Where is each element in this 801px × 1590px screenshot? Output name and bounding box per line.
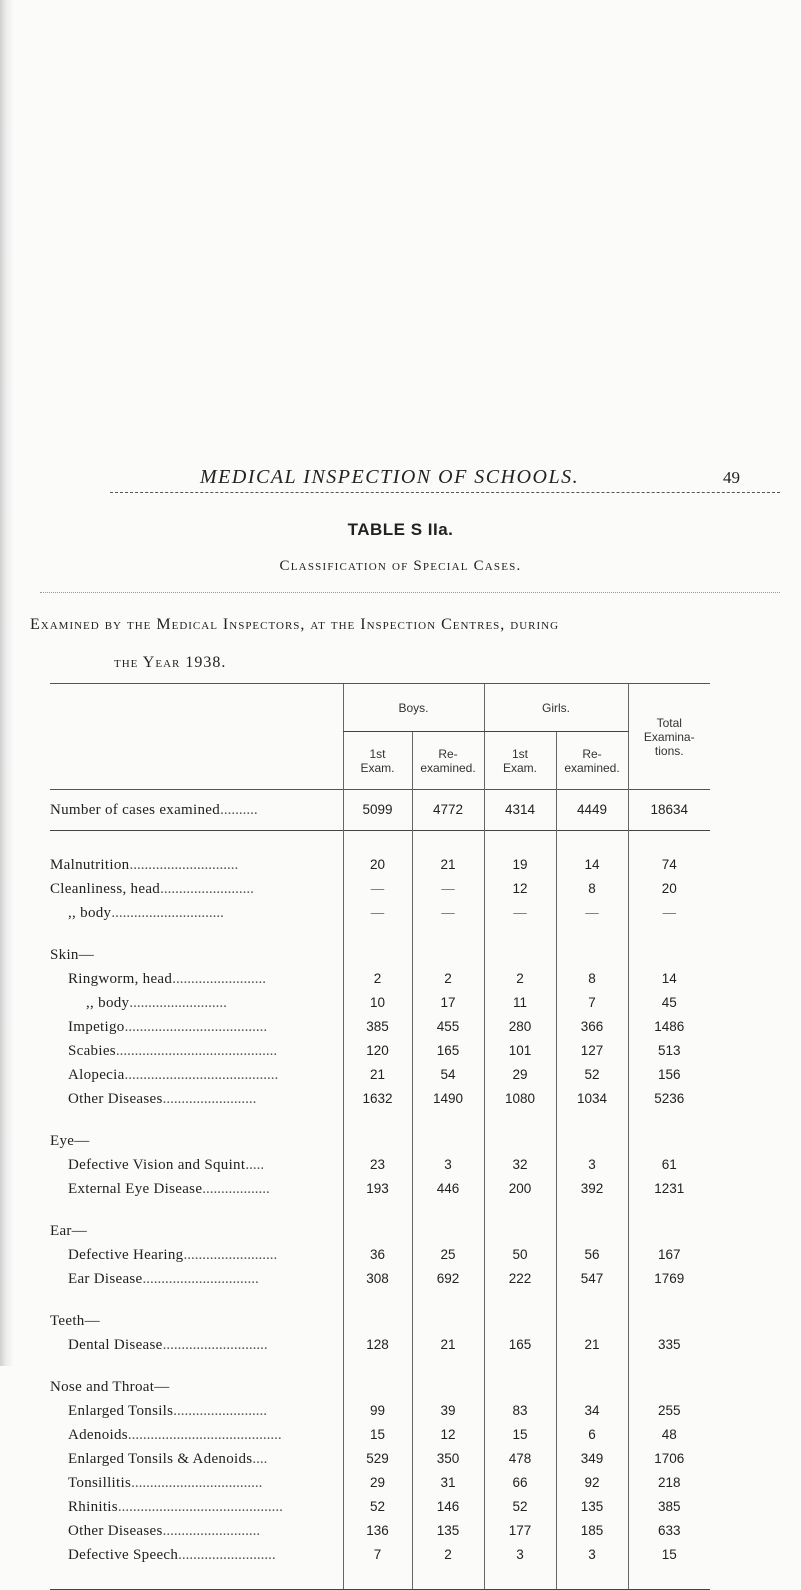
cell: 128 bbox=[343, 1333, 412, 1357]
cell: — bbox=[484, 901, 556, 925]
summary-girls-first: 4314 bbox=[484, 790, 556, 831]
table-title: TABLE S IIa. bbox=[347, 520, 454, 539]
row-label: Enlarged Tonsils & Adenoids bbox=[68, 1451, 253, 1467]
ear-heading: Ear— bbox=[50, 1223, 88, 1239]
cell: 2 bbox=[412, 967, 484, 991]
cell: 34 bbox=[556, 1399, 628, 1423]
cell: 3 bbox=[556, 1543, 628, 1567]
cell: 61 bbox=[628, 1153, 710, 1177]
cell: 20 bbox=[628, 877, 710, 901]
cell: 308 bbox=[343, 1267, 412, 1291]
cell: 167 bbox=[628, 1243, 710, 1267]
cell: 349 bbox=[556, 1447, 628, 1471]
cell: 446 bbox=[412, 1177, 484, 1201]
table-row: Defective Vision and Squint..... 23 3 32 3 61 bbox=[50, 1153, 710, 1177]
row-label: Defective Speech bbox=[68, 1547, 179, 1563]
row-label: Malnutrition bbox=[50, 857, 130, 873]
cell: 25 bbox=[412, 1243, 484, 1267]
cell: — bbox=[628, 901, 710, 925]
cell: 1490 bbox=[412, 1087, 484, 1111]
cell: 385 bbox=[628, 1495, 710, 1519]
cell: 99 bbox=[343, 1399, 412, 1423]
description-line-1: Examined by the Medical Inspectors, at the Inspection Centres, during bbox=[30, 616, 560, 633]
cell: 15 bbox=[628, 1543, 710, 1567]
boys-header: Boys. bbox=[343, 684, 484, 732]
classification-table-wrapper bbox=[50, 683, 710, 1590]
cell: 1769 bbox=[628, 1267, 710, 1291]
cell: 6 bbox=[556, 1423, 628, 1447]
cell: 52 bbox=[484, 1495, 556, 1519]
cell: 20 bbox=[343, 853, 412, 877]
cell: 280 bbox=[484, 1015, 556, 1039]
label-header-blank-2 bbox=[50, 732, 343, 790]
girls-re-examined-header: Re- examined. bbox=[556, 732, 628, 790]
header-rule bbox=[110, 492, 780, 493]
table-bottom-rule bbox=[50, 1567, 710, 1590]
table-row: External Eye Disease.................. 193 446 200 392 1231 bbox=[50, 1177, 710, 1201]
cell: 14 bbox=[628, 967, 710, 991]
section-heading-ear bbox=[50, 1219, 710, 1243]
cell: — bbox=[343, 901, 412, 925]
cell: 21 bbox=[412, 853, 484, 877]
cell: 135 bbox=[412, 1519, 484, 1543]
cell: 54 bbox=[412, 1063, 484, 1087]
cell: 3 bbox=[556, 1153, 628, 1177]
cell: 12 bbox=[412, 1423, 484, 1447]
row-label: External Eye Disease bbox=[68, 1181, 203, 1197]
cell: 2 bbox=[343, 967, 412, 991]
label-header-blank bbox=[50, 684, 343, 732]
cell: — bbox=[412, 877, 484, 901]
cell: 692 bbox=[412, 1267, 484, 1291]
cell: 529 bbox=[343, 1447, 412, 1471]
section-heading-skin bbox=[50, 943, 710, 967]
summary-girls-re: 4449 bbox=[556, 790, 628, 831]
cell: 5236 bbox=[628, 1087, 710, 1111]
table-row: Rhinitis............................................ 52 146 52 135 385 bbox=[50, 1495, 710, 1519]
table-row: Scabies........................................... 120 165 101 127 513 bbox=[50, 1039, 710, 1063]
table-row: Impetigo...................................... 385 455 280 366 1486 bbox=[50, 1015, 710, 1039]
cell: 10 bbox=[343, 991, 412, 1015]
table-row: Enlarged Tonsils......................... 99 39 83 34 255 bbox=[50, 1399, 710, 1423]
cell: 29 bbox=[484, 1063, 556, 1087]
table-row: Dental Disease............................ 128 21 165 21 335 bbox=[50, 1333, 710, 1357]
total-header: Total Examina- tions. bbox=[628, 684, 710, 790]
row-label: Other Diseases bbox=[68, 1091, 163, 1107]
table-subtitle: Classification of Special Cases. bbox=[279, 558, 522, 574]
description-rule bbox=[40, 592, 780, 593]
cell: 193 bbox=[343, 1177, 412, 1201]
cell: 92 bbox=[556, 1471, 628, 1495]
row-label: Scabies bbox=[68, 1043, 116, 1059]
table-row: Defective Hearing......................... 36 25 50 56 167 bbox=[50, 1243, 710, 1267]
cell: 135 bbox=[556, 1495, 628, 1519]
cell: 455 bbox=[412, 1015, 484, 1039]
cell: 1632 bbox=[343, 1087, 412, 1111]
cell: 3 bbox=[412, 1153, 484, 1177]
summary-boys-re: 4772 bbox=[412, 790, 484, 831]
cell: 21 bbox=[412, 1333, 484, 1357]
cell: 335 bbox=[628, 1333, 710, 1357]
classification-table bbox=[50, 683, 710, 1590]
row-label: Tonsillitis bbox=[68, 1475, 132, 1491]
page-binding-edge bbox=[0, 0, 14, 1366]
row-label: Dental Disease bbox=[68, 1337, 163, 1353]
cell: 392 bbox=[556, 1177, 628, 1201]
cell: 1080 bbox=[484, 1087, 556, 1111]
boys-re-examined-header: Re- examined. bbox=[412, 732, 484, 790]
row-label: Adenoids bbox=[68, 1427, 128, 1443]
cell: 366 bbox=[556, 1015, 628, 1039]
cell: 48 bbox=[628, 1423, 710, 1447]
row-label: Ringworm, head bbox=[68, 971, 173, 987]
section-heading-teeth bbox=[50, 1309, 710, 1333]
cell: 83 bbox=[484, 1399, 556, 1423]
girls-first-exam-header: 1st Exam. bbox=[484, 732, 556, 790]
row-label: Alopecia bbox=[68, 1067, 125, 1083]
eye-heading: Eye— bbox=[50, 1133, 90, 1149]
cell: 32 bbox=[484, 1153, 556, 1177]
teeth-heading: Teeth— bbox=[50, 1313, 100, 1329]
cell: 45 bbox=[628, 991, 710, 1015]
row-label: Defective Vision and Squint bbox=[68, 1157, 246, 1173]
row-label: Ear Disease bbox=[68, 1271, 143, 1287]
cell: 7 bbox=[556, 991, 628, 1015]
cell: 15 bbox=[484, 1423, 556, 1447]
cell: 127 bbox=[556, 1039, 628, 1063]
cell: 222 bbox=[484, 1267, 556, 1291]
table-row: ,, body.......................... 10 17 11 7 45 bbox=[50, 991, 710, 1015]
cell: 255 bbox=[628, 1399, 710, 1423]
cell: 52 bbox=[556, 1063, 628, 1087]
row-label: ,, body bbox=[86, 995, 130, 1011]
cell: 136 bbox=[343, 1519, 412, 1543]
cell: 8 bbox=[556, 877, 628, 901]
row-label: Enlarged Tonsils bbox=[68, 1403, 174, 1419]
cell: 2 bbox=[484, 967, 556, 991]
cell: 1706 bbox=[628, 1447, 710, 1471]
cell: 50 bbox=[484, 1243, 556, 1267]
cell: 74 bbox=[628, 853, 710, 877]
table-row: Cleanliness, head......................... — — 12 8 20 bbox=[50, 877, 710, 901]
row-label: Defective Hearing bbox=[68, 1247, 184, 1263]
cell: 21 bbox=[343, 1063, 412, 1087]
cell: 547 bbox=[556, 1267, 628, 1291]
row-label: Other Diseases bbox=[68, 1523, 163, 1539]
table-row: Malnutrition............................. 20 21 19 14 74 bbox=[50, 853, 710, 877]
cell: 3 bbox=[484, 1543, 556, 1567]
row-label: ,, body bbox=[68, 905, 112, 921]
cell: — bbox=[412, 901, 484, 925]
running-header bbox=[40, 466, 780, 494]
section-heading-nose-throat bbox=[50, 1375, 710, 1399]
cell: 101 bbox=[484, 1039, 556, 1063]
cell: 56 bbox=[556, 1243, 628, 1267]
cell: 633 bbox=[628, 1519, 710, 1543]
cell: 513 bbox=[628, 1039, 710, 1063]
cell: 19 bbox=[484, 853, 556, 877]
cell: — bbox=[556, 901, 628, 925]
table-row: Adenoids......................................... 15 12 15 6 48 bbox=[50, 1423, 710, 1447]
summary-total: 18634 bbox=[628, 790, 710, 831]
nose-throat-heading: Nose and Throat— bbox=[50, 1379, 170, 1395]
cell: 31 bbox=[412, 1471, 484, 1495]
section-heading-eye bbox=[50, 1129, 710, 1153]
cell: 21 bbox=[556, 1333, 628, 1357]
page-number: 49 bbox=[723, 468, 740, 487]
cell: 385 bbox=[343, 1015, 412, 1039]
cell: 7 bbox=[343, 1543, 412, 1567]
cell: 218 bbox=[628, 1471, 710, 1495]
cell: 165 bbox=[412, 1039, 484, 1063]
cell: 185 bbox=[556, 1519, 628, 1543]
table-row: Tonsillitis................................... 29 31 66 92 218 bbox=[50, 1471, 710, 1495]
table-row: ,, body.............................. — — — — — bbox=[50, 901, 710, 925]
cell: 2 bbox=[412, 1543, 484, 1567]
cell: 17 bbox=[412, 991, 484, 1015]
cell: 14 bbox=[556, 853, 628, 877]
cell: 8 bbox=[556, 967, 628, 991]
cell: 11 bbox=[484, 991, 556, 1015]
table-row: Other Diseases.......................... 136 135 177 185 633 bbox=[50, 1519, 710, 1543]
cell: 350 bbox=[412, 1447, 484, 1471]
table-row: Defective Speech.......................... 7 2 3 3 15 bbox=[50, 1543, 710, 1567]
cell: 29 bbox=[343, 1471, 412, 1495]
table-row: Ringworm, head......................... 2 2 2 8 14 bbox=[50, 967, 710, 991]
row-label: Rhinitis bbox=[68, 1499, 118, 1515]
cell: 165 bbox=[484, 1333, 556, 1357]
cell: 15 bbox=[343, 1423, 412, 1447]
cell: 177 bbox=[484, 1519, 556, 1543]
cell: 66 bbox=[484, 1471, 556, 1495]
table-row: Ear Disease............................... 308 692 222 547 1769 bbox=[50, 1267, 710, 1291]
row-label: Cleanliness, head bbox=[50, 881, 161, 897]
cell: 1486 bbox=[628, 1015, 710, 1039]
skin-heading: Skin— bbox=[50, 947, 95, 963]
cell: 146 bbox=[412, 1495, 484, 1519]
boys-first-exam-header: 1st Exam. bbox=[343, 732, 412, 790]
cell: 1231 bbox=[628, 1177, 710, 1201]
table-description bbox=[30, 606, 780, 682]
running-header-title: MEDICAL INSPECTION OF SCHOOLS. bbox=[200, 466, 580, 488]
summary-label: Number of cases examined.......... bbox=[50, 790, 343, 831]
cell: 36 bbox=[343, 1243, 412, 1267]
summary-boys-first: 5099 bbox=[343, 790, 412, 831]
summary-row bbox=[50, 790, 710, 831]
cell: 478 bbox=[484, 1447, 556, 1471]
description-line-2: the Year 1938. bbox=[114, 654, 227, 671]
cell: 39 bbox=[412, 1399, 484, 1423]
cell: 12 bbox=[484, 877, 556, 901]
cell: 200 bbox=[484, 1177, 556, 1201]
table-row: Alopecia......................................... 21 54 29 52 156 bbox=[50, 1063, 710, 1087]
cell: 52 bbox=[343, 1495, 412, 1519]
row-label: Impetigo bbox=[68, 1019, 125, 1035]
table-row: Other Diseases......................... 1632 1490 1080 1034 5236 bbox=[50, 1087, 710, 1111]
cell: 1034 bbox=[556, 1087, 628, 1111]
cell: 156 bbox=[628, 1063, 710, 1087]
cell: 23 bbox=[343, 1153, 412, 1177]
cell: — bbox=[343, 877, 412, 901]
girls-header: Girls. bbox=[484, 684, 628, 732]
cell: 120 bbox=[343, 1039, 412, 1063]
table-row: Enlarged Tonsils & Adenoids.... 529 350 478 349 1706 bbox=[50, 1447, 710, 1471]
